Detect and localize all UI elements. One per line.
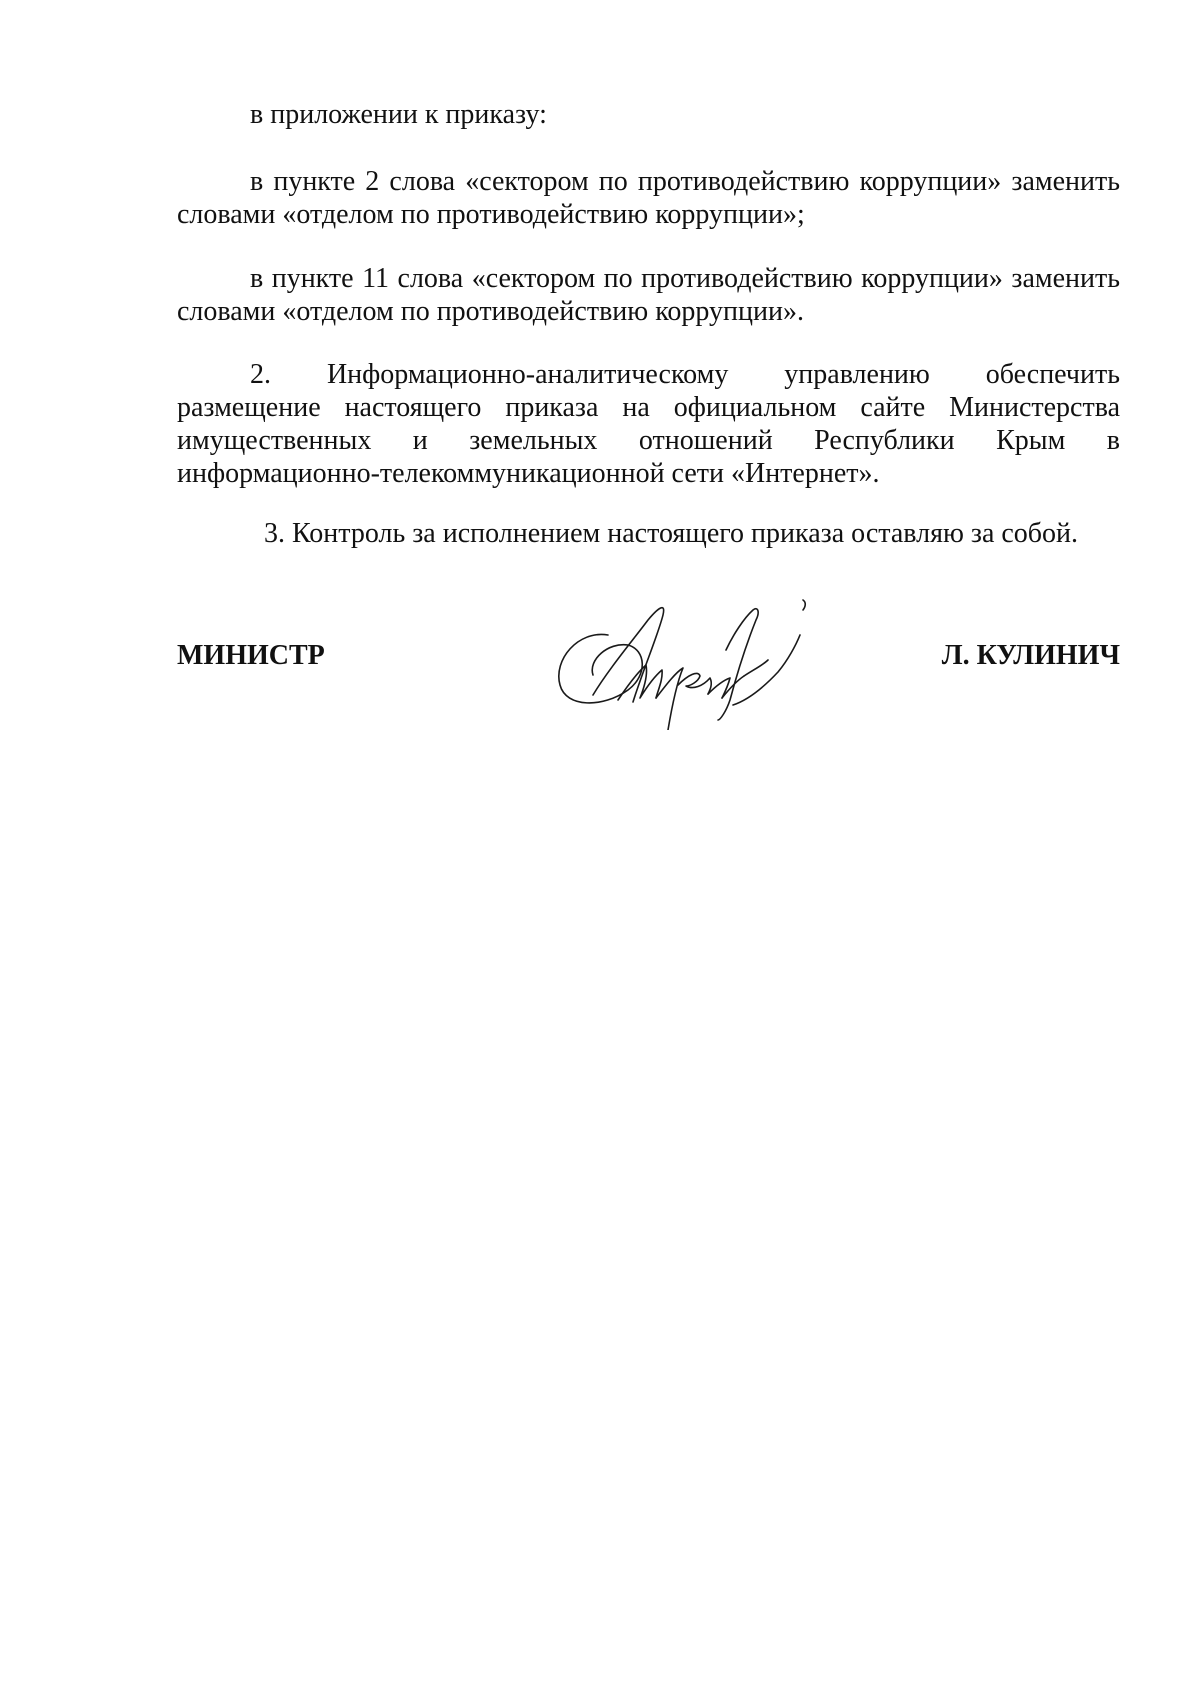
paragraph-item-2-amendment: в пункте 2 слова «сектором по противодействию коррупции» заменить словами «отделом по противодействию коррупции»; [177,166,1120,230]
handwritten-signature [548,590,828,730]
signatory-name: Л. КУЛИНИЧ [941,640,1120,671]
paragraph-control-clause: 3. Контроль за исполнением настоящего приказа оставляю за собой. [264,518,1079,549]
signatory-title: МИНИСТР [177,640,325,671]
paragraph-item-11-amendment: в пункте 11 слова «сектором по противодействию коррупции» заменить словами «отделом по противодействию коррупции». [177,263,1120,327]
paragraph-publication-order: 2. Информационно-аналитическому управлению обеспечить размещение настоящего приказа на официальном сайте Министерства имущественных и земельных отношений Республики Крым в информационно-телекоммуникационной сети «Интернет». [177,359,1120,489]
paragraph-appendix-intro: в приложении к приказу: [250,99,547,130]
